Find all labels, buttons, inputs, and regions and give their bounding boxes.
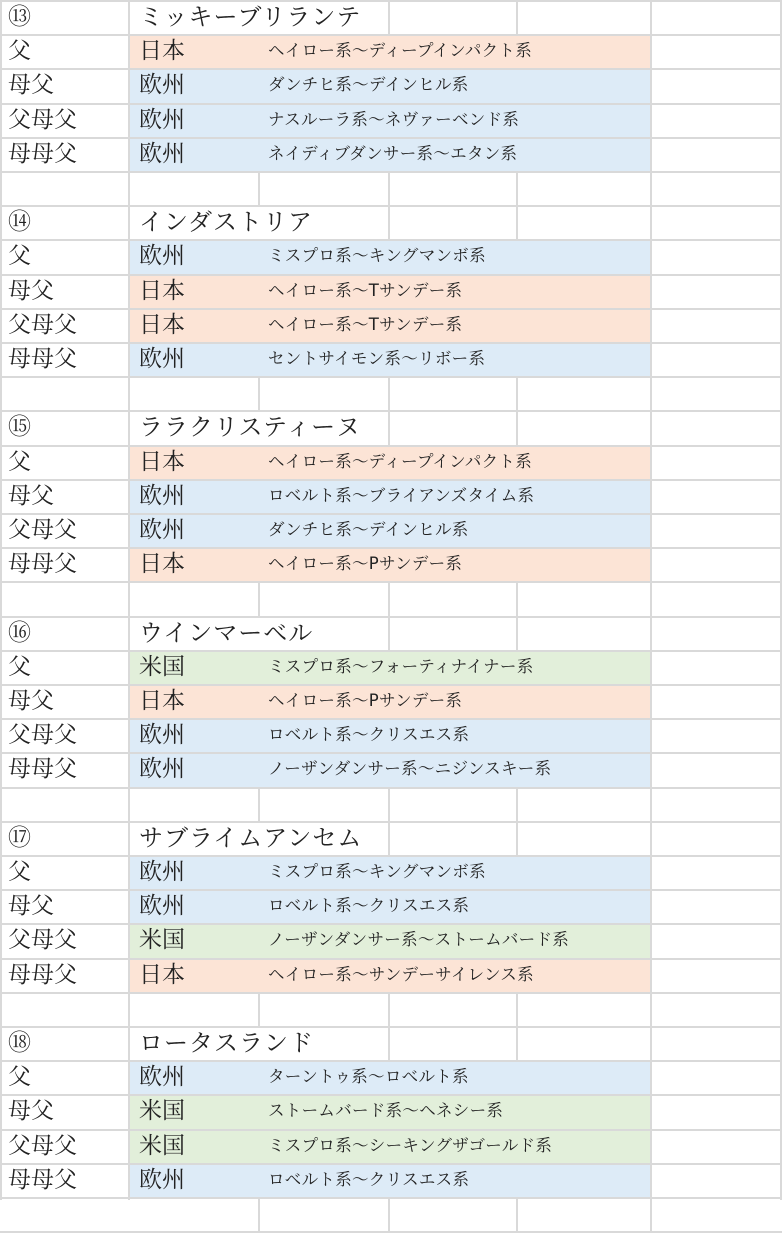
sire-line-text: セントサイモン系～リボー系 <box>268 349 486 368</box>
grid-col-line <box>388 410 390 444</box>
region-label: 欧州 <box>139 893 185 920</box>
pedigree-role-label: 母父 <box>8 893 54 920</box>
grid-col-line <box>516 376 518 410</box>
grid-col-line <box>388 1197 390 1231</box>
grid-col-line <box>516 171 518 205</box>
pedigree-role-label: 父 <box>8 243 31 270</box>
grid-row-line <box>0 376 782 378</box>
pedigree-role-label: 父 <box>8 859 31 885</box>
horse-number: ⑭ <box>8 209 31 236</box>
sire-line-text: ノーザンダンサー系～ニジンスキー系 <box>268 759 552 779</box>
grid-col-line <box>650 34 652 171</box>
region-label: 日本 <box>139 688 185 714</box>
grid-col-line <box>388 0 390 34</box>
pedigree-role-label: 母母父 <box>8 756 77 783</box>
horse-number: ⑰ <box>8 824 31 851</box>
grid-row-line <box>0 616 782 618</box>
sire-line-text: ロベルト系～ブライアンズタイム系 <box>268 485 535 505</box>
grid-row-line <box>0 171 782 173</box>
region-label: 米国 <box>139 927 185 954</box>
grid-row-line <box>0 1197 782 1199</box>
pedigree-role-label: 母母父 <box>8 1166 77 1193</box>
pedigree-role-label: 父母父 <box>8 106 77 133</box>
grid-col-line <box>516 205 518 239</box>
grid-col-line <box>258 581 260 615</box>
pedigree-role-label: 父母父 <box>8 1132 77 1159</box>
horse-number: ⑮ <box>8 414 31 441</box>
sire-line-text: ヘイロー系～サンデーサイレンス系 <box>268 964 534 984</box>
grid-col-line <box>650 445 652 582</box>
grid-col-line <box>650 821 652 855</box>
region-label: 米国 <box>139 1098 185 1125</box>
region-label: 欧州 <box>139 517 185 543</box>
horse-name: ミッキーブリランテ <box>139 3 362 31</box>
sire-line-text: ダンチヒ系～デインヒル系 <box>268 75 469 95</box>
grid-row-line <box>0 581 782 583</box>
grid-col-line <box>388 821 390 855</box>
grid-col-line <box>516 1026 518 1060</box>
pedigree-role-label: 母母父 <box>8 346 77 372</box>
sire-line-text: ストームバード系～ヘネシー系 <box>268 1101 504 1121</box>
grid-col-line <box>388 376 390 410</box>
grid-col-line <box>388 581 390 615</box>
sire-line-text: ロベルト系～クリスエス系 <box>268 1169 470 1189</box>
pedigree-role-label: 父 <box>8 1064 31 1091</box>
grid-col-line <box>650 376 652 410</box>
grid-col-line <box>258 787 260 821</box>
region-label: 欧州 <box>139 72 185 99</box>
horse-number: ⑬ <box>8 4 31 30</box>
region-label: 日本 <box>139 38 185 65</box>
grid-col-line <box>650 581 652 615</box>
region-label: 欧州 <box>139 482 185 509</box>
grid-row-line <box>0 205 782 207</box>
pedigree-role-label: 母母父 <box>8 551 77 578</box>
pedigree-role-label: 母父 <box>8 72 54 99</box>
sire-line-text: ヘイロー系～ディープインパクト系 <box>268 41 533 61</box>
region-label: 欧州 <box>139 243 185 270</box>
grid-col-line <box>650 992 652 1026</box>
pedigree-role-label: 父母父 <box>8 722 77 749</box>
sire-line-text: ヘイロー系～Pサンデー系 <box>268 554 463 574</box>
region-label: 日本 <box>139 551 185 578</box>
sire-line-text: ナスルーラ系～ネヴァーベンド系 <box>268 109 520 129</box>
grid-col-line <box>516 616 518 650</box>
region-label: 欧州 <box>139 756 185 783</box>
sire-line-text: ロベルト系～クリスエス系 <box>268 896 470 916</box>
horse-number: ⑱ <box>8 1030 31 1056</box>
region-label: 欧州 <box>139 106 185 133</box>
grid-col-line <box>650 616 652 650</box>
pedigree-role-label: 父母父 <box>8 517 77 543</box>
pedigree-role-label: 母父 <box>8 1098 54 1125</box>
pedigree-role-label: 父母父 <box>8 927 77 954</box>
sire-line-text: ネイディブダンサー系～エタン系 <box>268 143 518 163</box>
grid-col-line <box>516 992 518 1026</box>
grid-row-line <box>0 787 782 789</box>
grid-col-line <box>650 855 652 992</box>
region-label: 欧州 <box>139 140 185 167</box>
sire-line-text: ノーザンダンサー系～ストームバード系 <box>268 930 570 950</box>
sire-line-text: ヘイロー系～Tサンデー系 <box>268 314 463 334</box>
region-label: 欧州 <box>139 346 185 372</box>
grid-col-line <box>516 1197 518 1231</box>
horse-name: ララクリスティーヌ <box>139 413 362 442</box>
region-label: 欧州 <box>139 722 185 749</box>
grid-row-line <box>0 821 782 823</box>
pedigree-role-label: 母父 <box>8 688 54 714</box>
sire-line-text: ロベルト系～クリスエス系 <box>268 725 470 745</box>
region-label: 日本 <box>139 277 185 304</box>
grid-col-line <box>388 205 390 239</box>
grid-col-line <box>516 0 518 34</box>
region-label: 欧州 <box>139 1064 185 1091</box>
grid-col-line <box>650 171 652 205</box>
grid-col-line <box>0 0 2 1200</box>
grid-col-line <box>388 616 390 650</box>
grid-col-line <box>516 821 518 855</box>
pedigree-role-label: 母父 <box>8 277 54 304</box>
grid-col-line <box>258 171 260 205</box>
grid-col-line <box>516 410 518 444</box>
sire-line-text: ダンチヒ系～デインヒル系 <box>268 520 469 539</box>
horse-name: ロータスランド <box>139 1029 314 1057</box>
grid-col-line <box>258 992 260 1026</box>
sire-line-text: ヘイロー系～Pサンデー系 <box>268 691 463 710</box>
horse-name: サブライムアンセム <box>139 823 363 852</box>
sire-line-text: ミスプロ系～シーキングザゴールド系 <box>268 1135 553 1155</box>
grid-col-line <box>650 1026 652 1060</box>
grid-row-line <box>0 992 782 994</box>
grid-col-line <box>388 1026 390 1060</box>
grid-col-line <box>258 1197 260 1231</box>
region-label: 日本 <box>139 961 185 988</box>
grid-col-line <box>650 1060 652 1197</box>
sire-line-text: ヘイロー系～Tサンデー系 <box>268 280 463 300</box>
grid-col-line <box>388 787 390 821</box>
grid-col-line <box>650 650 652 787</box>
grid-row-line <box>0 410 782 412</box>
region-label: 欧州 <box>139 1166 185 1193</box>
grid-col-line <box>388 171 390 205</box>
region-label: 日本 <box>139 311 185 338</box>
pedigree-role-label: 母母父 <box>8 961 77 988</box>
horse-number: ⑯ <box>8 619 31 646</box>
grid-row-line <box>0 1026 782 1028</box>
grid-col-line <box>128 0 130 1200</box>
sire-line-text: ミスプロ系～フォーティナイナー系 <box>268 656 534 676</box>
grid-col-line <box>650 239 652 376</box>
pedigree-role-label: 母父 <box>8 482 54 509</box>
pedigree-role-label: 父母父 <box>8 311 77 338</box>
sire-line-text: ヘイロー系～ディープインパクト系 <box>268 451 533 471</box>
region-label: 米国 <box>139 1132 185 1159</box>
grid-col-line <box>650 0 652 34</box>
horse-name: インダストリア <box>139 208 314 237</box>
grid-col-line <box>258 376 260 410</box>
grid-col-line <box>516 581 518 615</box>
pedigree-role-label: 父 <box>8 38 31 65</box>
region-label: 米国 <box>139 653 185 680</box>
sire-line-text: ミスプロ系～キングマンボ系 <box>268 862 486 881</box>
grid-row-line <box>0 0 782 2</box>
pedigree-role-label: 母母父 <box>8 140 77 167</box>
grid-col-line <box>388 992 390 1026</box>
grid-col-line <box>650 1197 652 1231</box>
sire-line-text: ミスプロ系～キングマンボ系 <box>268 246 486 266</box>
pedigree-role-label: 父 <box>8 448 31 475</box>
sire-line-text: ターントゥ系～ロベルト系 <box>268 1067 469 1087</box>
grid-col-line <box>650 787 652 821</box>
grid-col-line <box>650 410 652 444</box>
pedigree-role-label: 父 <box>8 653 31 680</box>
grid-col-line <box>516 787 518 821</box>
region-label: 欧州 <box>139 859 185 885</box>
grid-col-line <box>650 205 652 239</box>
horse-name: ウインマーベル <box>139 618 314 647</box>
region-label: 日本 <box>139 448 185 475</box>
